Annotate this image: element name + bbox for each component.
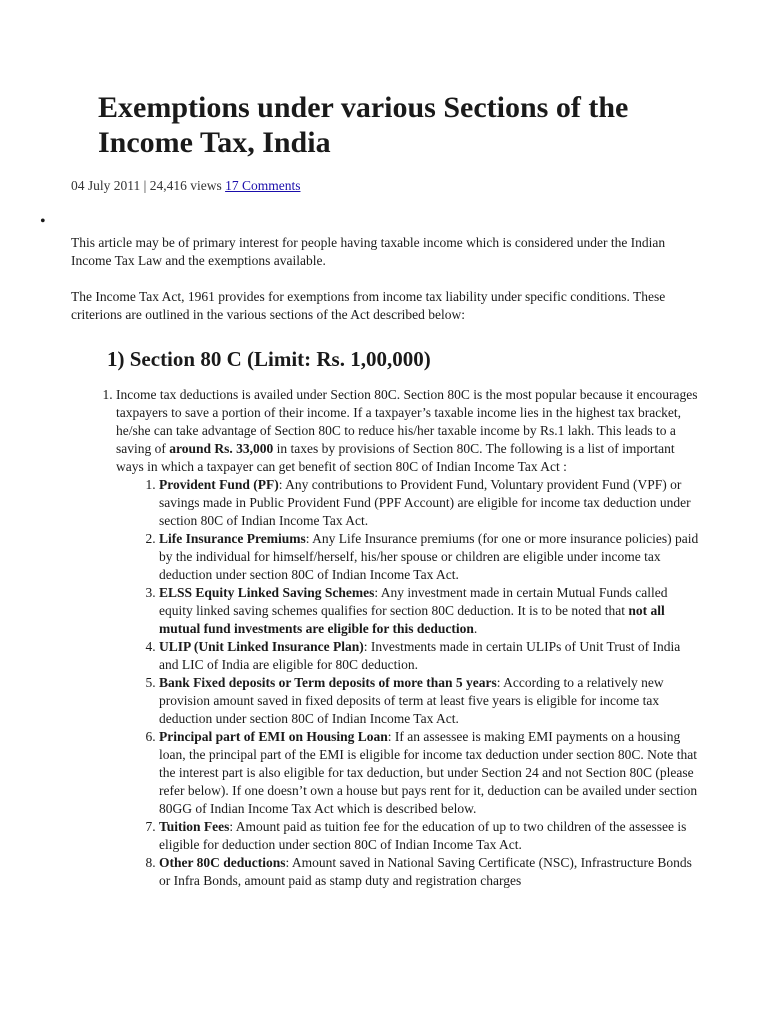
intro-paragraph-1: This article may be of primary interest for people having taxable income which is considered under the Indian Income Tax Law and the exemptions available. — [71, 235, 666, 268]
item-emphasis: not all mutual fund investments are eligible for this deduction — [159, 603, 665, 636]
item-term: Provident Fund (PF) — [159, 477, 279, 492]
list-item — [159, 818, 701, 854]
comments-link[interactable]: 17 Comments — [225, 178, 301, 193]
item-term: Life Insurance Premiums — [159, 531, 306, 546]
sub-list — [116, 476, 701, 890]
list-item — [159, 638, 701, 674]
page-title: Exemptions under various Sections of the Income Tax, India — [98, 91, 629, 159]
intro-paragraph-2: The Income Tax Act, 1961 provides for exemptions from income tax liability under specific conditions. These criterions are outlined in the various sections of the Act described below: — [71, 289, 666, 322]
item-text: : Any Life Insurance premiums (for one or more insurance policies) paid by the individual for himself/herself, his/her spouse or children are eligible under income tax deduction under section 80C of Indian Income Tax Act. — [159, 531, 699, 582]
item-text: : If an assessee is making EMI payments on a housing loan, the principal part of the EMI is eligible for income tax deduction under section 80C. Note that the interest part is also eligible for tax deduction, but under Section 24 and not Section 80C (please refer below). If one doesn’t own a house but pays rent for it, deduction can be availed under section 80GG of Indian Income Tax Act which is described below. — [159, 729, 698, 816]
item-text: : Investments made in certain ULIPs of Unit Trust of India and LIC of India are eligible for 80C deduction. — [159, 639, 681, 672]
section-heading: 1) Section 80 C (Limit: Rs. 1,00,000) — [107, 347, 431, 371]
item-term: Bank Fixed deposits or Term deposits of more than 5 years — [159, 675, 497, 690]
meta-separator: | — [143, 178, 147, 193]
list-item — [159, 584, 701, 638]
item-text: . — [473, 621, 478, 636]
bullet-icon: • — [40, 213, 46, 230]
item-bold: around Rs. 33,000 — [169, 441, 274, 456]
publish-date: 04 July 2011 — [71, 178, 141, 193]
item-text: : According to a relatively new provision amount saved in fixed deposits of term at least five years is eligible for income tax deduction under section 80C of Indian Income Tax Act. — [159, 675, 664, 726]
item-text: : Amount saved in National Saving Certificate (NSC), Infrastructure Bonds or Infra Bonds, amount paid as stamp duty and registration charges — [159, 855, 692, 888]
view-count: 24,416 views — [149, 178, 222, 193]
item-text: Income tax deductions is availed under Section 80C. Section 80C is the most popular because it encourages taxpayers to save a portion of their income. If a taxpayer’s taxable income lies in the highest tax bracket, he/she can take advantage of Section 80C to reduce his/her taxable income by Rs.1 lakh. This leads to a saving of — [116, 387, 698, 456]
item-text: in taxes by provisions of Section 80C. The following is a list of important ways in which a taxpayer can get benefit of section 80C of Indian Income Tax Act : — [116, 441, 675, 474]
item-term: Other 80C deductions — [159, 855, 286, 870]
list-item — [159, 854, 701, 890]
list-item — [159, 530, 701, 584]
list-item — [159, 476, 701, 530]
item-term: ELSS Equity Linked Saving Schemes — [159, 585, 375, 600]
item-term: Tuition Fees — [159, 819, 230, 834]
list-item — [159, 674, 701, 728]
item-term: Principal part of EMI on Housing Loan — [159, 729, 388, 744]
item-text: : Any contributions to Provident Fund, Voluntary provident Fund (VPF) or savings made in Public Provident Fund (PPF Account) are eligible for income tax deduction under section 80C of Indian Income Tax Act. — [159, 477, 691, 528]
main-list — [71, 386, 701, 890]
list-item — [116, 386, 701, 890]
item-text: : Amount paid as tuition fee for the education of up to two children of the assessee is eligible for deduction under section 80C of Indian Income Tax Act. — [159, 819, 687, 852]
article-body — [71, 234, 701, 890]
item-term: ULIP (Unit Linked Insurance Plan) — [159, 639, 364, 654]
item-text: : Any investment made in certain Mutual Funds called equity linked saving schemes qualifies for section 80C deduction. It is to be noted that — [159, 585, 668, 618]
article-meta — [71, 178, 300, 194]
list-item — [159, 728, 701, 818]
